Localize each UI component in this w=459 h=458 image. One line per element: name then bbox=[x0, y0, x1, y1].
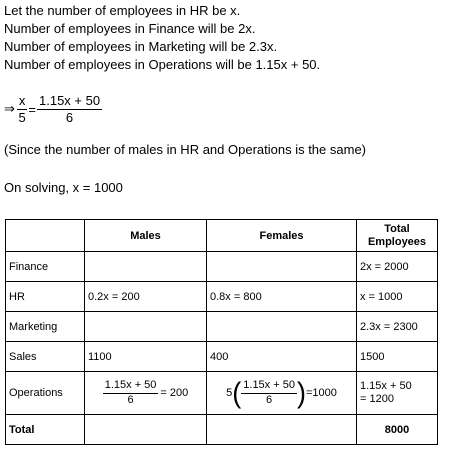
ops-females-result: =1000 bbox=[305, 387, 337, 399]
total-cell: 2.3x = 2300 bbox=[357, 312, 438, 342]
ops-males-denominator: 6 bbox=[127, 393, 134, 406]
text-line-1: Let the number of employees in HR be x. bbox=[4, 3, 241, 18]
ops-males-result: = 200 bbox=[160, 387, 189, 399]
table-row bbox=[6, 415, 438, 445]
row-label: Total bbox=[6, 415, 85, 445]
ops-females-expression bbox=[210, 376, 353, 409]
females-cell bbox=[207, 312, 357, 342]
females-cell: 400 bbox=[207, 342, 357, 372]
ops-males-expression bbox=[88, 380, 203, 406]
total-cell: 8000 bbox=[357, 415, 438, 445]
ops-females-denominator: 6 bbox=[266, 393, 273, 406]
females-cell: 0.8x = 800 bbox=[207, 282, 357, 312]
solving-line: On solving, x = 1000 bbox=[4, 180, 123, 195]
total-cell bbox=[357, 372, 438, 415]
table-row bbox=[6, 372, 438, 415]
females-cell bbox=[207, 415, 357, 445]
males-cell bbox=[85, 312, 207, 342]
ops-total-line-1: 1.15x + 50 bbox=[360, 380, 412, 393]
lhs-denominator: 5 bbox=[18, 109, 26, 125]
row-label: Operations bbox=[6, 372, 85, 415]
right-paren: ) bbox=[296, 376, 306, 409]
table-row bbox=[6, 342, 438, 372]
males-cell bbox=[85, 252, 207, 282]
females-cell bbox=[207, 252, 357, 282]
row-label: Finance bbox=[6, 252, 85, 282]
ratio-equation bbox=[4, 94, 102, 124]
rhs-numerator: 1.15x + 50 bbox=[39, 93, 101, 108]
text-line-2: Number of employees in Finance will be 2x. bbox=[4, 21, 256, 36]
males-cell bbox=[85, 372, 207, 415]
females-cell bbox=[207, 372, 357, 415]
row-label: HR bbox=[6, 282, 85, 312]
ops-females-coefficient: 5 bbox=[226, 387, 233, 399]
males-cell: 0.2x = 200 bbox=[85, 282, 207, 312]
ops-females-fraction bbox=[241, 380, 297, 406]
header-females: Females bbox=[207, 220, 357, 252]
header-males: Males bbox=[85, 220, 207, 252]
since-note: (Since the number of males in HR and Operations is the same) bbox=[4, 142, 367, 157]
total-cell: 2x = 2000 bbox=[357, 252, 438, 282]
lhs-fraction bbox=[17, 94, 28, 124]
ops-males-numerator: 1.15x + 50 bbox=[103, 380, 159, 394]
text-line-4: Number of employees in Operations will be 1.15x + 50. bbox=[4, 57, 321, 72]
males-cell: 1100 bbox=[85, 342, 207, 372]
ops-females-numerator: 1.15x + 50 bbox=[241, 380, 297, 394]
implies-arrow: ⇒ bbox=[4, 101, 15, 117]
header-total-employees: Total Employees bbox=[357, 220, 438, 252]
table-header-row bbox=[6, 220, 438, 252]
row-label: Sales bbox=[6, 342, 85, 372]
equals-sign: = bbox=[28, 101, 36, 117]
ops-males-fraction bbox=[103, 380, 159, 406]
ops-total-line-2: = 1200 bbox=[360, 393, 394, 405]
employee-table bbox=[5, 219, 438, 445]
rhs-fraction bbox=[37, 94, 102, 124]
total-cell: x = 1000 bbox=[357, 282, 438, 312]
left-paren: ( bbox=[232, 376, 242, 409]
table-row bbox=[6, 282, 438, 312]
table-row bbox=[6, 252, 438, 282]
text-line-3: Number of employees in Marketing will be 2.3x. bbox=[4, 39, 278, 54]
row-label: Marketing bbox=[6, 312, 85, 342]
table-row bbox=[6, 312, 438, 342]
header-blank bbox=[6, 220, 85, 252]
males-cell bbox=[85, 415, 207, 445]
lhs-numerator: x bbox=[18, 93, 26, 108]
total-cell: 1500 bbox=[357, 342, 438, 372]
rhs-denominator: 6 bbox=[65, 109, 74, 125]
